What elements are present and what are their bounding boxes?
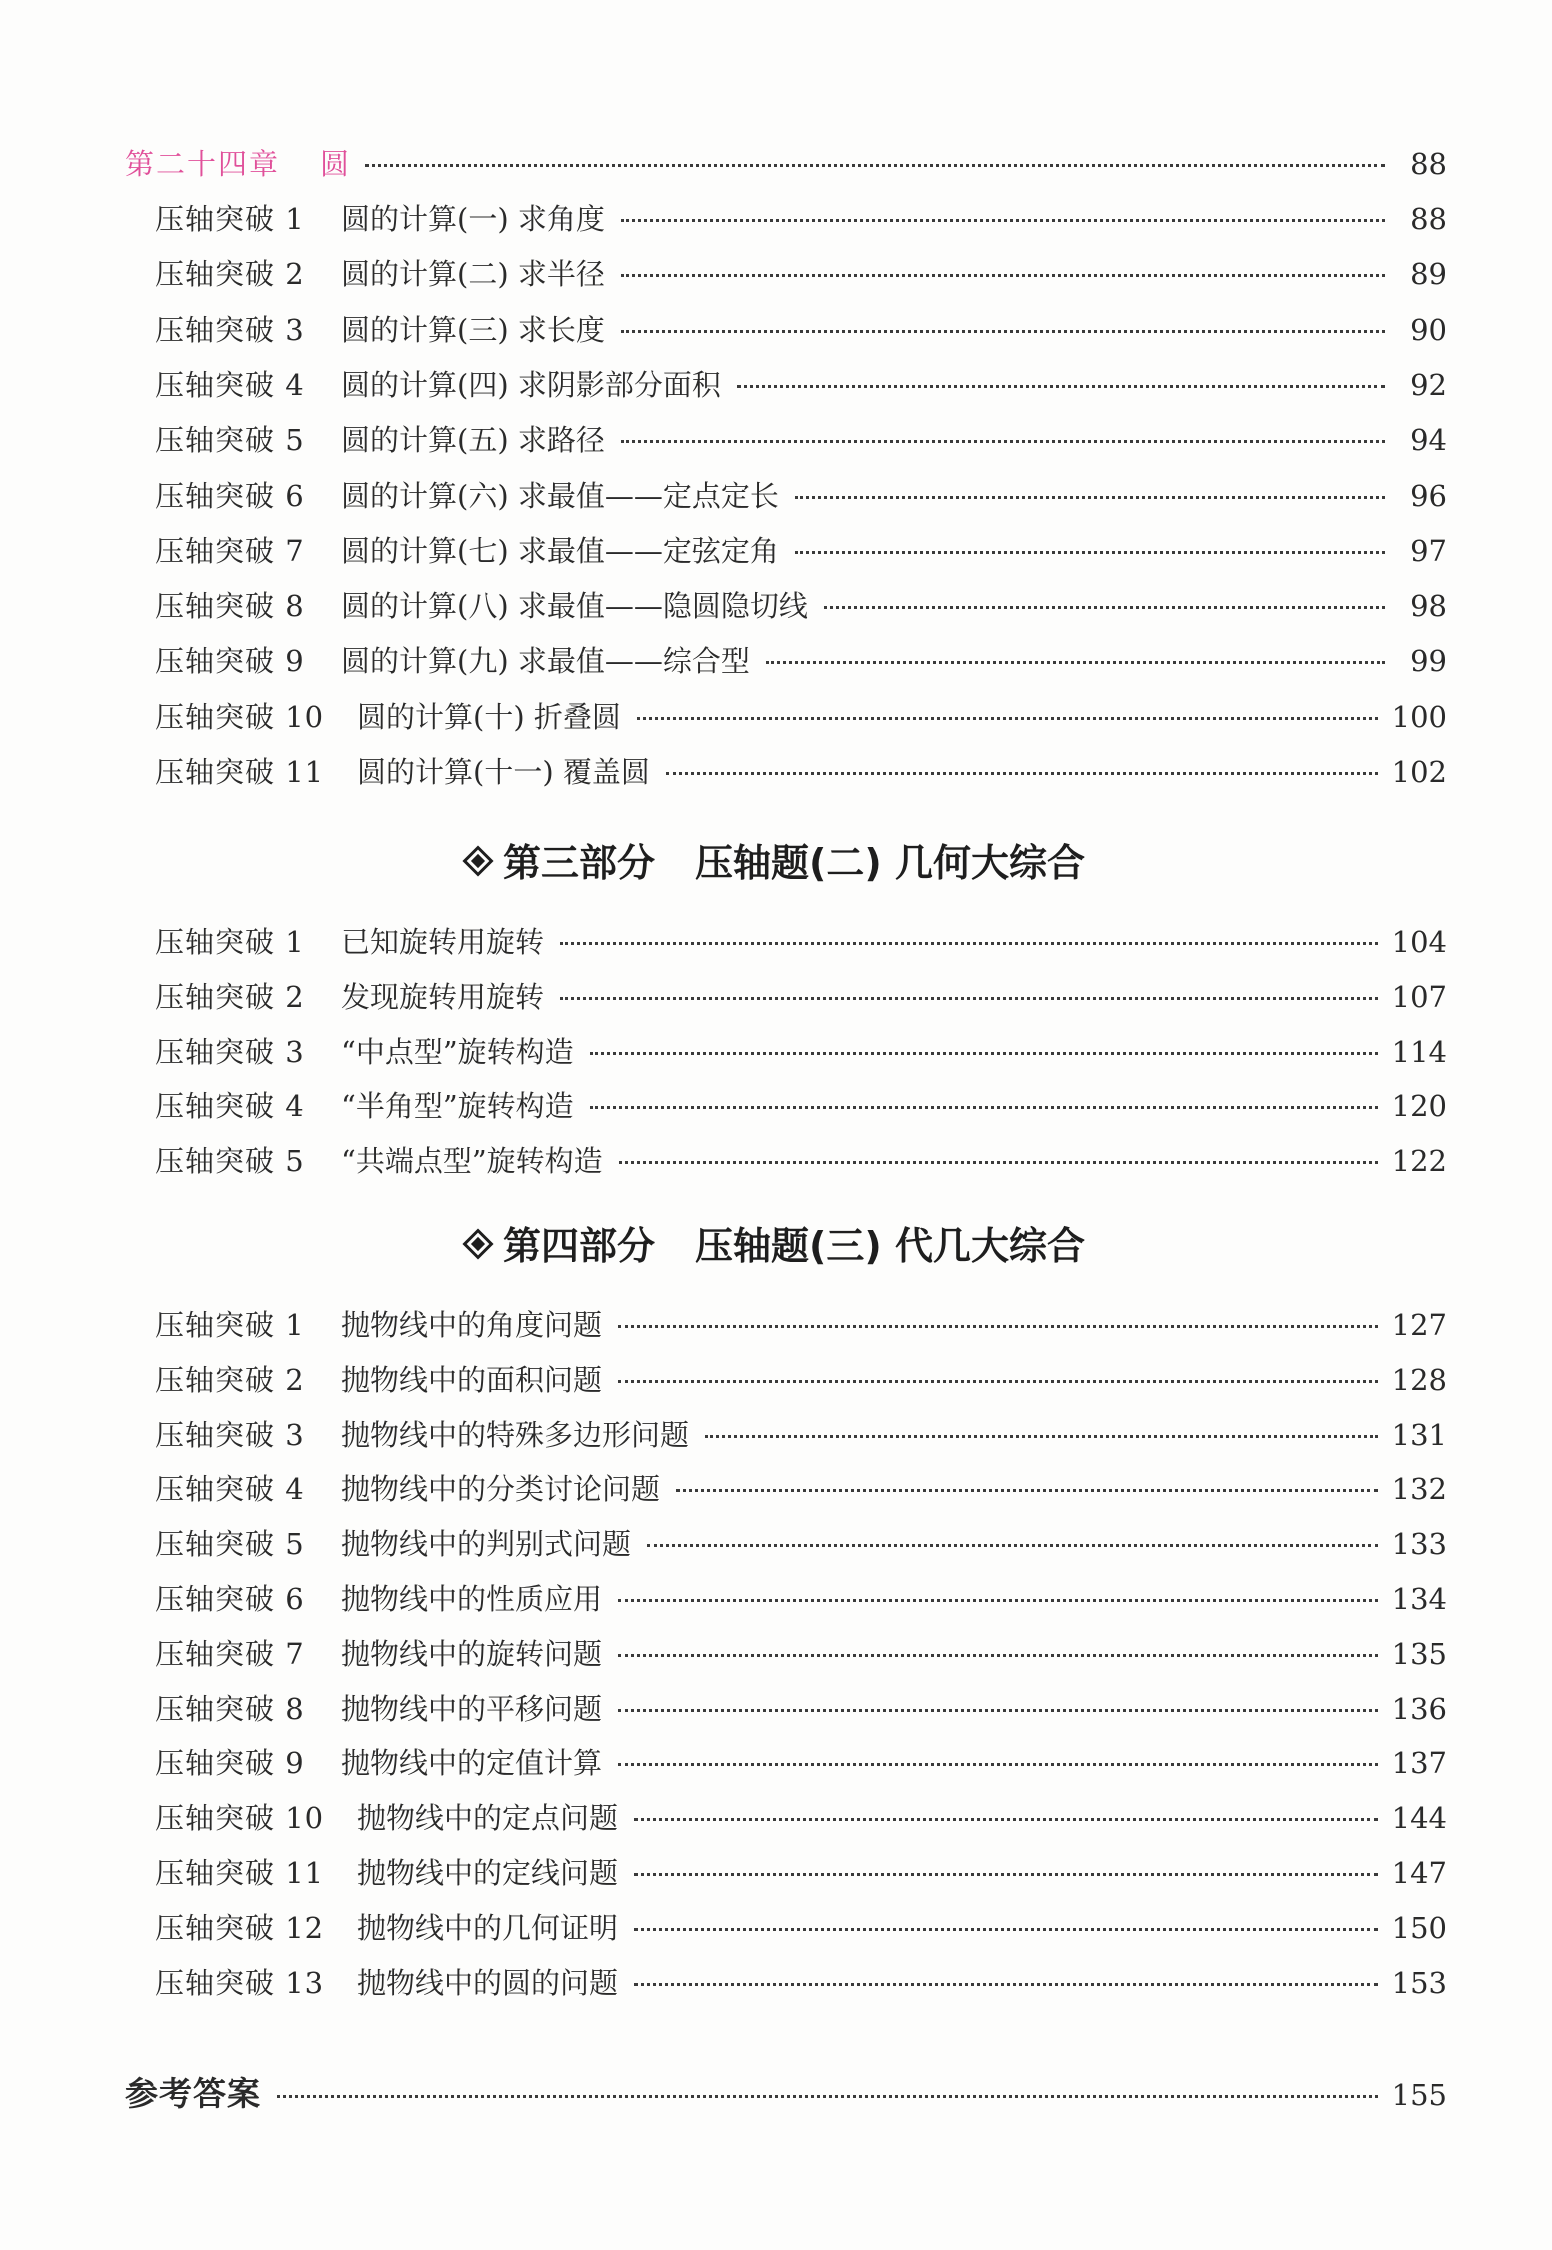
entry-label: 压轴突破 11 (155, 1856, 325, 1890)
page-number: 127 (1391, 1308, 1447, 1342)
entry-title: 抛物线中的定值计算 (341, 1746, 603, 1781)
page-number: 120 (1391, 1089, 1447, 1124)
entry-label: 压轴突破 4 (155, 1472, 305, 1507)
part-3-label: 第三部分 (503, 841, 656, 885)
page-number: 136 (1391, 1691, 1447, 1726)
dot-leader (824, 606, 1385, 609)
entry-label: 压轴突破 4 (155, 367, 305, 402)
entry-title: 抛物线中的性质应用 (341, 1582, 603, 1616)
part-4-label: 第四部分 (503, 1224, 656, 1268)
page-number: 135 (1391, 1636, 1447, 1671)
entry-title: 抛物线中的特殊多边形问题 (341, 1417, 690, 1452)
entry-title: 抛物线中的分类讨论问题 (341, 1472, 661, 1507)
entry-title: 抛物线中的旋转问题 (341, 1636, 603, 1671)
entry-label: 压轴突破 8 (155, 1691, 305, 1726)
entry-title: 抛物线中的角度问题 (341, 1308, 603, 1342)
toc-entry[interactable] (155, 695, 1447, 736)
toc-entry[interactable] (155, 1467, 1447, 1508)
toc-entry[interactable] (155, 1522, 1447, 1563)
entry-title: 圆的计算(八) 求最值——隐圆隐切线 (341, 589, 808, 624)
toc-entry[interactable] (155, 1851, 1447, 1892)
toc-entry[interactable] (155, 1632, 1447, 1673)
entry-title: 抛物线中的判别式问题 (341, 1527, 632, 1562)
page-number: 89 (1410, 257, 1447, 292)
page-number: 90 (1410, 312, 1447, 347)
entry-title: 圆的计算(一) 求角度 (341, 202, 605, 236)
toc-entry[interactable] (155, 1413, 1447, 1454)
entry-title: 圆的计算(七) 求最值——定弦定角 (341, 533, 779, 568)
toc-entry[interactable] (155, 1687, 1447, 1728)
page-number: 144 (1391, 1801, 1447, 1836)
entry-title: “中点型”旋转构造 (341, 1034, 574, 1069)
dot-leader (277, 2095, 1378, 2098)
dot-leader (618, 1709, 1378, 1712)
dot-leader (590, 1106, 1378, 1109)
chapter-24-row[interactable] (125, 142, 1447, 183)
page-number: 137 (1391, 1746, 1447, 1781)
entry-label: 压轴突破 5 (155, 1144, 305, 1179)
toc-entry[interactable] (155, 639, 1447, 680)
dot-leader (634, 1983, 1378, 1986)
entry-title: 圆的计算(二) 求半径 (341, 257, 605, 292)
entry-label: 压轴突破 2 (155, 1362, 305, 1397)
page-number: 102 (1391, 755, 1447, 789)
toc-entry[interactable] (155, 1741, 1447, 1782)
part-3-title: 压轴题(二) 几何大综合 (695, 841, 1085, 885)
toc-entry[interactable] (155, 584, 1447, 625)
page-number: 100 (1391, 699, 1447, 734)
page-number: 107 (1391, 979, 1447, 1014)
page-number: 92 (1410, 367, 1447, 402)
dot-leader (618, 1599, 1378, 1602)
entry-label: 压轴突破 2 (155, 979, 305, 1014)
entry-label: 压轴突破 1 (155, 925, 305, 959)
page-number: 88 (1410, 147, 1447, 181)
entry-label: 压轴突破 6 (155, 478, 305, 513)
entry-label: 压轴突破 5 (155, 1527, 305, 1562)
part-3-heading (0, 832, 1552, 887)
entry-title: 抛物线中的圆的问题 (357, 1965, 619, 2000)
entry-title: “共端点型”旋转构造 (341, 1144, 603, 1179)
dot-leader (705, 1435, 1378, 1438)
toc-entry[interactable] (155, 1139, 1447, 1180)
entry-label: 压轴突破 7 (155, 1636, 305, 1671)
page-number: 133 (1391, 1527, 1447, 1562)
dot-leader (618, 1380, 1378, 1383)
dot-leader (619, 1161, 1378, 1164)
toc-entry[interactable] (155, 474, 1447, 515)
dot-leader (621, 274, 1385, 277)
page-number: 99 (1410, 644, 1447, 679)
toc-entry[interactable] (155, 750, 1447, 791)
entry-label: 压轴突破 9 (155, 644, 305, 679)
dot-leader (795, 551, 1385, 554)
entry-title: 圆的计算(九) 求最值——综合型 (341, 644, 750, 679)
entry-title: 圆的计算(四) 求阴影部分面积 (341, 367, 721, 402)
page-number: 94 (1410, 423, 1447, 458)
dot-leader (634, 1818, 1378, 1821)
dot-leader (666, 772, 1378, 775)
entry-title: 圆的计算(五) 求路径 (341, 423, 605, 458)
entry-label: 压轴突破 1 (155, 1308, 305, 1342)
toc-entry[interactable] (155, 920, 1447, 961)
dot-leader (676, 1489, 1378, 1492)
entry-title: 发现旋转用旋转 (341, 979, 545, 1014)
dot-leader (618, 1654, 1378, 1657)
entry-title: 抛物线中的定线问题 (357, 1856, 619, 1890)
toc-entry[interactable] (155, 308, 1447, 349)
entry-label: 压轴突破 6 (155, 1582, 305, 1616)
page-number: 155 (1391, 2078, 1447, 2112)
toc-entry[interactable] (155, 1303, 1447, 1344)
dot-leader (365, 164, 1385, 167)
entry-label: 压轴突破 5 (155, 423, 305, 458)
entry-label: 压轴突破 2 (155, 257, 305, 292)
dot-leader (634, 1873, 1378, 1876)
toc-entry[interactable] (155, 363, 1447, 404)
dot-leader (634, 1928, 1378, 1931)
toc-entry[interactable] (155, 1030, 1447, 1071)
page-number: 128 (1391, 1362, 1447, 1397)
dot-leader (590, 1052, 1378, 1055)
entry-title: 圆的计算(三) 求长度 (341, 312, 605, 347)
dot-leader (766, 661, 1385, 664)
chapter-title: 圆 (320, 147, 350, 181)
dot-leader (560, 942, 1378, 945)
page-number: 122 (1391, 1144, 1447, 1179)
entry-label: 压轴突破 7 (155, 533, 305, 568)
dot-leader (621, 440, 1385, 443)
page-number: 98 (1410, 589, 1447, 624)
dot-leader (560, 997, 1378, 1000)
toc-entry[interactable] (155, 1358, 1447, 1399)
page-number: 131 (1391, 1417, 1447, 1452)
toc-entry[interactable] (155, 1796, 1447, 1837)
dot-leader (647, 1544, 1378, 1547)
page-number: 88 (1410, 202, 1447, 236)
toc-entry[interactable] (155, 975, 1447, 1016)
toc-entry[interactable] (155, 418, 1447, 459)
entry-title: 抛物线中的几何证明 (357, 1910, 619, 1945)
entry-label: 压轴突破 8 (155, 589, 305, 624)
page-number: 147 (1391, 1856, 1447, 1890)
diamond-bullet-icon (462, 845, 493, 876)
page-number: 96 (1410, 478, 1447, 513)
page-number: 132 (1391, 1472, 1447, 1507)
part-4-heading (0, 1215, 1552, 1270)
answers-row[interactable] (125, 2068, 1447, 2115)
entry-label: 压轴突破 9 (155, 1746, 305, 1781)
toc-entry[interactable] (155, 1577, 1447, 1618)
entry-title: 已知旋转用旋转 (341, 925, 545, 959)
entry-title: 圆的计算(六) 求最值——定点定长 (341, 478, 779, 513)
diamond-bullet-icon (462, 1228, 493, 1259)
entry-label: 压轴突破 10 (155, 699, 325, 734)
chapter-label: 第二十四章 (125, 147, 281, 181)
toc-entry[interactable] (155, 1906, 1447, 1947)
dot-leader (621, 219, 1385, 222)
entry-title: 抛物线中的定点问题 (357, 1801, 619, 1836)
entry-title: 圆的计算(十) 折叠圆 (357, 699, 621, 734)
dot-leader (618, 1325, 1378, 1328)
dot-leader (618, 1763, 1378, 1766)
entry-title: 抛物线中的面积问题 (341, 1362, 603, 1397)
toc-entry[interactable] (155, 1084, 1447, 1125)
page-number: 153 (1391, 1965, 1447, 2000)
dot-leader (795, 496, 1385, 499)
page-number: 104 (1391, 925, 1447, 959)
toc-entry[interactable] (155, 1961, 1447, 2002)
dot-leader (621, 330, 1385, 333)
answers-label: 参考答案 (125, 2074, 261, 2113)
toc-entry[interactable] (155, 197, 1447, 238)
entry-label: 压轴突破 13 (155, 1965, 325, 2000)
entry-title: “半角型”旋转构造 (341, 1089, 574, 1124)
entry-label: 压轴突破 4 (155, 1089, 305, 1124)
dot-leader (637, 717, 1378, 720)
entry-label: 压轴突破 10 (155, 1801, 325, 1836)
entry-title: 抛物线中的平移问题 (341, 1691, 603, 1726)
toc-entry[interactable] (155, 529, 1447, 570)
entry-label: 压轴突破 12 (155, 1910, 325, 1945)
entry-label: 压轴突破 3 (155, 1417, 305, 1452)
entry-label: 压轴突破 11 (155, 755, 325, 789)
page-number: 97 (1410, 533, 1447, 568)
page-number: 114 (1391, 1034, 1447, 1069)
entry-title: 圆的计算(十一) 覆盖圆 (357, 755, 650, 789)
page-number: 150 (1391, 1910, 1447, 1945)
dot-leader (737, 385, 1385, 388)
entry-label: 压轴突破 1 (155, 202, 305, 236)
entry-label: 压轴突破 3 (155, 1034, 305, 1069)
page-number: 134 (1391, 1582, 1447, 1616)
entry-label: 压轴突破 3 (155, 312, 305, 347)
toc-entry[interactable] (155, 252, 1447, 293)
part-4-title: 压轴题(三) 代几大综合 (695, 1224, 1085, 1268)
